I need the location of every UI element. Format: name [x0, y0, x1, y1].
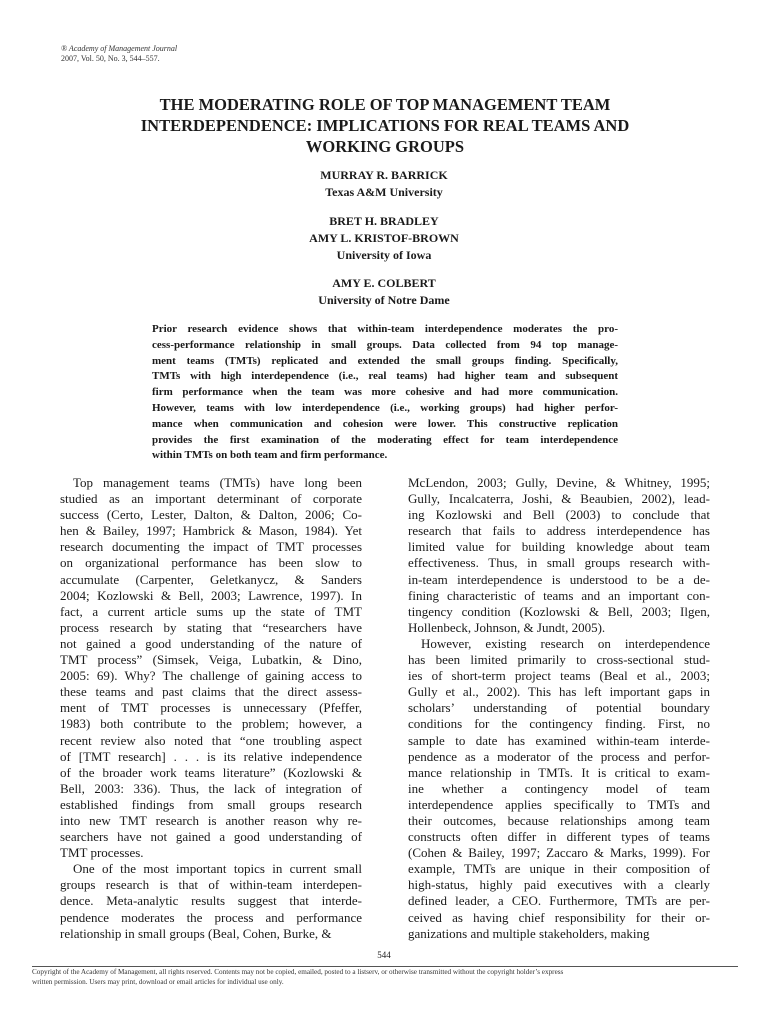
abstract-line: cess-performance relationship in small groups. Data collected from 94 top manage-: [152, 338, 618, 351]
title-line: THE MODERATING ROLE OF TOP MANAGEMENT TEAM: [159, 95, 611, 114]
body-text-line: their outcomes, because relationships among team: [408, 812, 710, 828]
body-text-line: research documenting the impact of TMT processes: [60, 539, 362, 555]
body-text-line: One of the most important topics in current small: [73, 861, 362, 877]
body-text-line: Top management teams (TMTs) have long been: [73, 475, 362, 490]
author-group: [0, 275, 768, 309]
page-number: 544: [377, 950, 391, 960]
body-text-line: ine whether a contingency model of team: [408, 780, 710, 796]
title-line: INTERDEPENDENCE: IMPLICATIONS FOR REAL TEAMS AND: [140, 116, 630, 135]
title-line: WORKING GROUPS: [305, 137, 465, 156]
copyright-line: Copyright of the Academy of Management, all rights reserved. Contents may not be copied, emailed, posted to a listserv, or otherwise transmitted without the copyright holder’s express: [32, 968, 564, 976]
author-group: [0, 167, 768, 201]
journal-citation: 2007, Vol. 50, No. 3, 544–557.: [61, 54, 160, 63]
body-text-line: 2005: 69). Why? The challenge of gaining access to: [60, 668, 362, 684]
body-text-line: searchers have not gained a good understanding of: [60, 829, 362, 845]
body-text-line: example, TMTs are unique in their composition of: [408, 861, 710, 877]
author-group: [0, 213, 768, 264]
journal-name: ® Academy of Management Journal: [61, 44, 178, 53]
body-text-line: scholars’ understanding of potential boundary: [408, 700, 710, 716]
author-name: MURRAY R. BARRICK: [320, 168, 448, 182]
author-name: AMY E. COLBERT: [332, 276, 436, 290]
body-text-line: hen & Bailey, 1997; Hambrick & Mason, 1984). Yet: [60, 523, 362, 539]
body-text-line: effectiveness. Thus, in small groups research with-: [408, 555, 710, 571]
body-text-line: high-status, highly paid executives with a clearly: [408, 877, 710, 893]
body-text-line: Hollenbeck, Johnson, & Jundt, 2005).: [408, 619, 606, 635]
abstract-line: mance when communication and cohesion were lower. This constructive replication: [152, 417, 618, 430]
body-text-line: has been limited primarily to cross-sectional stud-: [408, 652, 710, 668]
footer-divider: [32, 966, 738, 967]
abstract-line: ment teams (TMTs) replicated and extended the small groups finding. Specifically,: [152, 354, 618, 367]
author-name: BRET H. BRADLEY: [329, 214, 439, 228]
body-text-line: in-team interdependence is understood to be a de-: [408, 571, 710, 587]
body-text-line: of the broader work teams literature” (Kozlowski &: [60, 764, 362, 780]
body-text-line: research that fails to address interdependence has: [408, 523, 710, 539]
article-title: [60, 94, 710, 157]
body-text-line: limited value for building knowledge about team: [408, 539, 710, 555]
body-text-line: Gully et al., 2002). This has left important gaps in: [408, 684, 710, 700]
abstract-line: TMTs with high interdependence (i.e., real teams) had higher team and subsequent: [152, 370, 618, 383]
body-text-line: recent review also noted that “one troubling aspect: [60, 732, 362, 748]
body-text-line: conditions for the contingency finding. First, no: [408, 716, 710, 732]
body-text-line: fact, a current article sums up the state of TMT: [60, 603, 362, 619]
abstract-line: However, teams with low interdependence (i.e., working groups) had higher perfor-: [152, 401, 618, 414]
body-column-right: [408, 475, 710, 942]
body-text-line: of [TMT research] . . . is its relative independence: [60, 748, 362, 764]
body-text-line: ies of short-term project teams (Beal et al., 2003;: [408, 668, 710, 684]
body-text-line: ment of TMT processes is unnecessary (Pfeffer,: [60, 700, 362, 716]
body-text-line: tingency condition (Kozlowski & Bell, 2003; Ilgen,: [408, 603, 710, 619]
body-text-line: fining characteristic of teams and an important con-: [408, 587, 710, 603]
body-text-line: relationship in small groups (Beal, Cohen, Burke, &: [60, 925, 332, 941]
body-text-line: accumulate (Carpenter, Geletkanycz, & Sanders: [60, 571, 362, 587]
abstract: [152, 322, 618, 464]
body-text-line: interdependence applies specifically to TMTs and: [408, 796, 710, 812]
body-text-line: TMT processes.: [60, 845, 144, 861]
body-text-line: dence. Meta-analytic results suggest that interde-: [60, 893, 362, 909]
body-text-line: Bell, 2003: 336). Thus, the lack of integration of: [60, 780, 362, 796]
body-text-line: (Cohen & Bailey, 1997; Zaccaro & Marks, 1999). For: [408, 845, 710, 861]
body-text-line: mance relationship in TMTs. It is critical to exam-: [408, 764, 710, 780]
body-text-line: groups research is that of within-team interdepen-: [60, 877, 362, 893]
abstract-line: Prior research evidence shows that within-team interdependence moderates the pro-: [152, 323, 618, 335]
body-text-line: 2004; Kozlowski & Bell, 2003; Lawrence, 1997). In: [60, 587, 362, 603]
abstract-line: within TMTs on both team and firm performance.: [152, 449, 388, 462]
body-text-line: 1983) both contribute to the problem; however, a: [60, 716, 362, 732]
body-text-line: constructs often differ in different types of teams: [408, 829, 710, 845]
body-text-line: ganizations and multiple stakeholders, making: [408, 925, 650, 941]
body-text-line: into new TMT research is another reason why re-: [60, 812, 362, 828]
body-text-line: success (Certo, Lester, Dalton, & Dalton, 2006; Co-: [60, 507, 362, 523]
body-text-line: pendence moderates the process and performance: [60, 909, 362, 925]
body-text-line: However, existing research on interdependence: [421, 635, 710, 651]
body-text-line: sample to date has examined within-team interde-: [408, 732, 710, 748]
body-text-line: studied as an important determinant of corporate: [60, 491, 362, 507]
body-text-line: ceived as having chief responsibility for their or-: [408, 909, 710, 925]
author-affiliation: University of Iowa: [336, 248, 432, 262]
body-text-line: Gully, Incalcaterra, Joshi, & Beaubien, 2002), lead-: [408, 491, 710, 507]
copyright-notice: [32, 968, 738, 987]
author-affiliation: University of Notre Dame: [318, 293, 450, 307]
journal-info: [61, 44, 177, 64]
body-text-line: pendence as a moderator of the process and perfor-: [408, 748, 710, 764]
author-affiliation: Texas A&M University: [325, 185, 443, 199]
body-text-line: these teams and past claims that the direct assess-: [60, 684, 362, 700]
author-name: AMY L. KRISTOF-BROWN: [309, 231, 459, 245]
abstract-line: provides the first examination of the moderating effect for team interdependence: [152, 433, 618, 446]
copyright-line: written permission. Users may print, download or email articles for individual use only.: [32, 977, 284, 986]
body-text-line: not gained a good understanding of the nature of: [60, 635, 362, 651]
body-text-line: ing Kozlowski and Bell (2003) to conclude that: [408, 507, 710, 523]
body-text-line: McLendon, 2003; Gully, Devine, & Whitney, 1995;: [408, 475, 710, 490]
body-column-left: [60, 475, 362, 942]
abstract-line: firm performance when the team was more cohesive and had more communication.: [152, 386, 618, 399]
body-text-line: defined leader, a CEO. Furthermore, TMTs are per-: [408, 893, 710, 909]
body-text-line: on organizational performance has been slow to: [60, 555, 362, 571]
body-text-line: process research by stating that “researchers have: [60, 619, 362, 635]
body-text-line: TMT process” (Simsek, Veiga, Lubatkin, & Dino,: [60, 652, 362, 668]
body-text-line: established findings from small groups research: [60, 796, 362, 812]
